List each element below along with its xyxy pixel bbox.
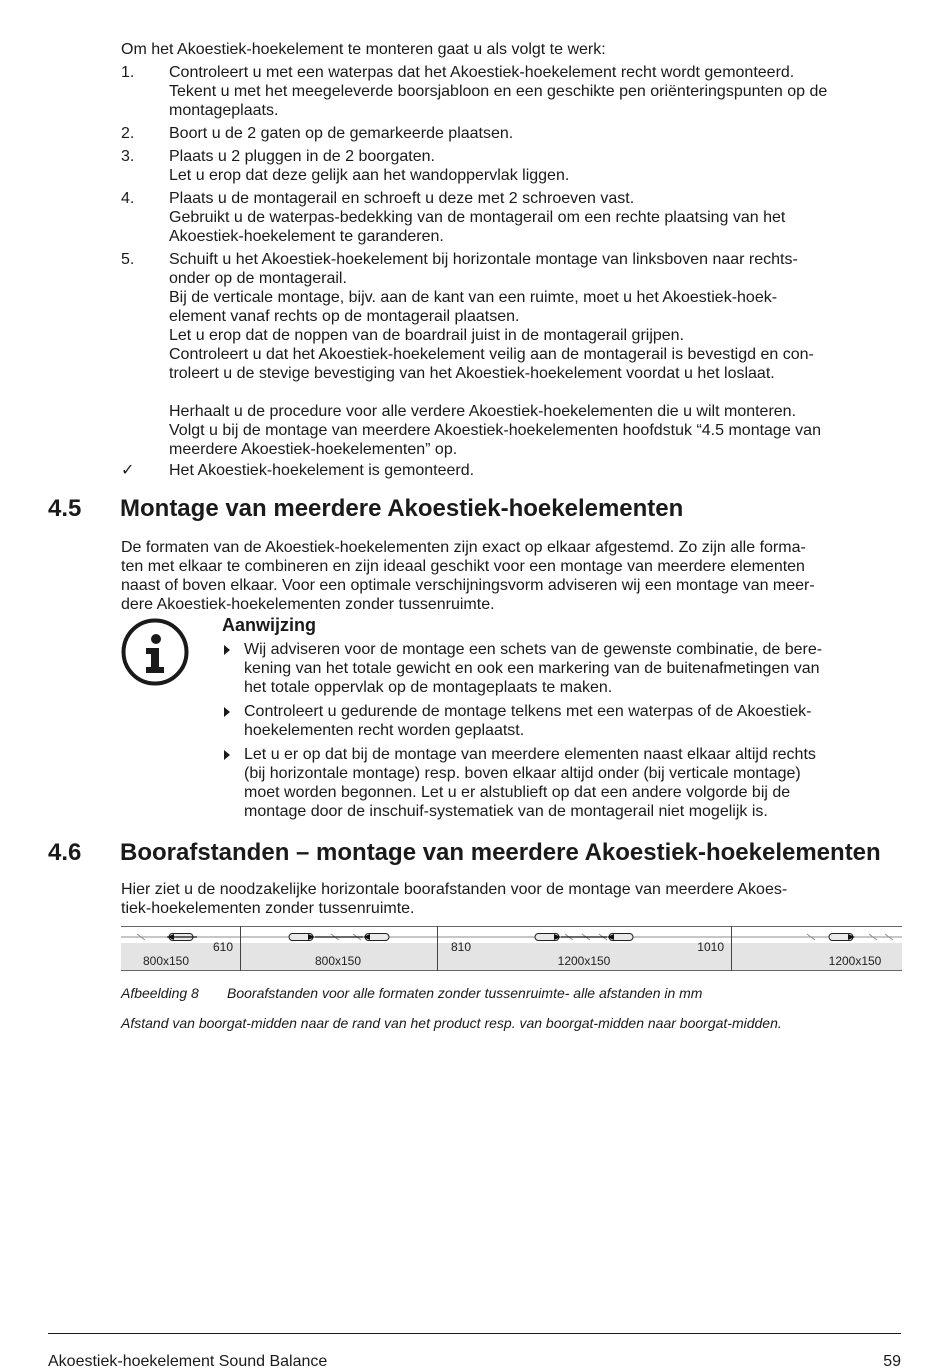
note-list — [222, 640, 894, 826]
step-line: Gebruikt u de waterpas-bedekking van de montagerail om een rechte plaatsing van het — [169, 209, 786, 226]
step-number: 2. — [121, 125, 135, 142]
step-line: Plaats u de montagerail en schroeft u deze met 2 schroeven vast. — [169, 190, 635, 207]
mounting-steps — [121, 63, 911, 463]
bullet-arrow-icon — [224, 645, 230, 655]
step-number: 5. — [121, 251, 135, 268]
note-line: Controleert u gedurende de montage telkens met een waterpas of de Akoestiek- — [244, 703, 812, 720]
step-number: 1. — [121, 64, 135, 81]
note-item — [222, 702, 894, 740]
step-line: Tekent u met het meegeleverde boorsjabloon en een geschikte pen oriënteringspunten op de — [169, 83, 828, 100]
panel-size-label: 1200x150 — [828, 954, 882, 968]
note-line: Wij adviseren voor de montage een schets van de gewenste combinatie, de bere- — [244, 641, 823, 658]
result-text: Het Akoestiek-hoekelement is gemonteerd. — [169, 462, 475, 479]
note-line: moet worden begonnen. Let u er alstublieft op dat een andere volgorde bij de — [244, 784, 791, 801]
note-line: hoekelementen recht worden geplaatst. — [244, 722, 525, 739]
step-line: Volgt u bij de montage van meerdere Akoestiek-hoekelementen hoofdstuk “4.5 montage van — [169, 422, 821, 439]
result-line — [121, 461, 911, 480]
note-line: kening van het totale gewicht en ook een markering van de buitenafmetingen van — [244, 660, 820, 677]
step-line: Controleert u dat het Akoestiek-hoekelement veilig aan de montagerail is bevestigd en con- — [169, 346, 814, 363]
paragraph-line: naast of boven elkaar. Voor een optimale verschijningsvorm adviseren wij een montage van meer- — [121, 577, 815, 594]
step-number: 3. — [121, 148, 135, 165]
note-line: montage door de inschuif-systematiek van de montagerail niet mogelijk is. — [244, 803, 768, 820]
paragraph-line: De formaten van de Akoestiek-hoekelementen zijn exact op elkaar afgestemd. Zo zijn alle forma- — [121, 539, 806, 556]
note-line: Let u er op dat bij de montage van meerdere elementen naast elkaar altijd rechts — [244, 746, 816, 763]
note-line: (bij horizontale montage) resp. boven elkaar altijd onder (bij verticale montage) — [244, 765, 801, 782]
section-heading-4-5 — [48, 494, 683, 524]
caption-text: Boorafstanden voor alle formaten zonder tussenruimte- alle afstanden in mm — [227, 985, 703, 1001]
distance-label: 1010 — [697, 940, 724, 954]
caption-label: Afbeelding 8 — [121, 985, 199, 1001]
panel-size-label: 800x150 — [314, 954, 362, 968]
step-line: Herhaalt u de procedure voor alle verdere Akoestiek-hoekelementen die u wilt monteren. — [169, 403, 797, 420]
section-4-5-paragraph — [121, 538, 896, 614]
note-title: Aanwijzing — [222, 615, 316, 635]
step-line: meerdere Akoestiek-hoekelementen” op. — [169, 441, 458, 458]
step-line: Let u erop dat de noppen van de boardrail juist in de montagerail grijpen. — [169, 327, 685, 344]
note-item — [222, 640, 894, 697]
figure-caption — [121, 984, 911, 1002]
step-item — [121, 124, 911, 143]
panel-size-label: 800x150 — [142, 954, 190, 968]
check-icon: ✓ — [121, 462, 135, 479]
footer-title: Akoestiek-hoekelement Sound Balance — [48, 1353, 328, 1370]
bullet-arrow-icon — [224, 750, 230, 760]
distance-label: 810 — [451, 940, 472, 954]
panel-size-label: 1200x150 — [557, 954, 611, 968]
step-line: Controleert u met een waterpas dat het Akoestiek-hoekelement recht wordt gemonteerd. — [169, 64, 795, 81]
paragraph-line: dere Akoestiek-hoekelementen zonder tussenruimte. — [121, 596, 495, 613]
section-number: 4.5 — [48, 495, 82, 522]
page-number: 59 — [883, 1353, 901, 1370]
figure-note: Afstand van boorgat-midden naar de rand van het product resp. van boorgat-midden naar boorgat-midden. — [121, 1015, 782, 1031]
step-line: troleert u de stevige bevestiging van het Akoestiek-hoekelement voordat u het loslaat. — [169, 365, 775, 382]
section-title: Montage van meerdere Akoestiek-hoekelementen — [120, 495, 684, 522]
section-number: 4.6 — [48, 839, 82, 866]
paragraph-line: ten met elkaar te combineren en zijn ideaal geschikt voor een montage van meerdere elementen — [121, 558, 805, 575]
step-line: montageplaats. — [169, 102, 279, 119]
info-icon — [121, 618, 189, 686]
drilling-distance-figure — [121, 926, 902, 971]
step-line: element vanaf rechts op de montagerail plaatsen. — [169, 308, 520, 325]
step-line: Bij de verticale montage, bijv. aan de kant van een ruimte, moet u het Akoestiek-hoek- — [169, 289, 778, 306]
section-4-6-paragraph — [121, 880, 881, 918]
step-spacer — [169, 383, 911, 402]
paragraph-line: tiek-hoekelementen zonder tussenruimte. — [121, 900, 415, 917]
step-line: Let u erop dat deze gelijk aan het wandoppervlak liggen. — [169, 167, 570, 184]
distance-label: 610 — [212, 940, 233, 954]
step-line: Schuift u het Akoestiek-hoekelement bij horizontale montage van linksboven naar rechts- — [169, 251, 798, 268]
step-item — [121, 189, 911, 246]
step-item — [121, 147, 911, 185]
panel-strip — [121, 943, 902, 971]
step-item — [121, 63, 911, 120]
note-item — [222, 745, 894, 821]
bullet-arrow-icon — [224, 707, 230, 717]
footer-divider — [48, 1333, 901, 1334]
section-title: Boorafstanden – montage van meerdere Akoestiek-hoekelementen — [120, 839, 881, 866]
step-line: Akoestiek-hoekelement te garanderen. — [169, 228, 444, 245]
step-number: 4. — [121, 190, 135, 207]
step-line: Plaats u 2 pluggen in de 2 boorgaten. — [169, 148, 435, 165]
step-line: onder op de montagerail. — [169, 270, 347, 287]
step-line: Boort u de 2 gaten op de gemarkeerde plaatsen. — [169, 125, 514, 142]
section-heading-4-6 — [48, 838, 881, 868]
note-box — [121, 614, 901, 824]
note-line: het totale oppervlak op de montageplaats te maken. — [244, 679, 613, 696]
intro-text: Om het Akoestiek-hoekelement te monteren gaat u als volgt te werk: — [121, 41, 606, 58]
paragraph-line: Hier ziet u de noodzakelijke horizontale boorafstanden voor de montage van meerdere Akoes- — [121, 881, 788, 898]
step-item — [121, 250, 911, 459]
